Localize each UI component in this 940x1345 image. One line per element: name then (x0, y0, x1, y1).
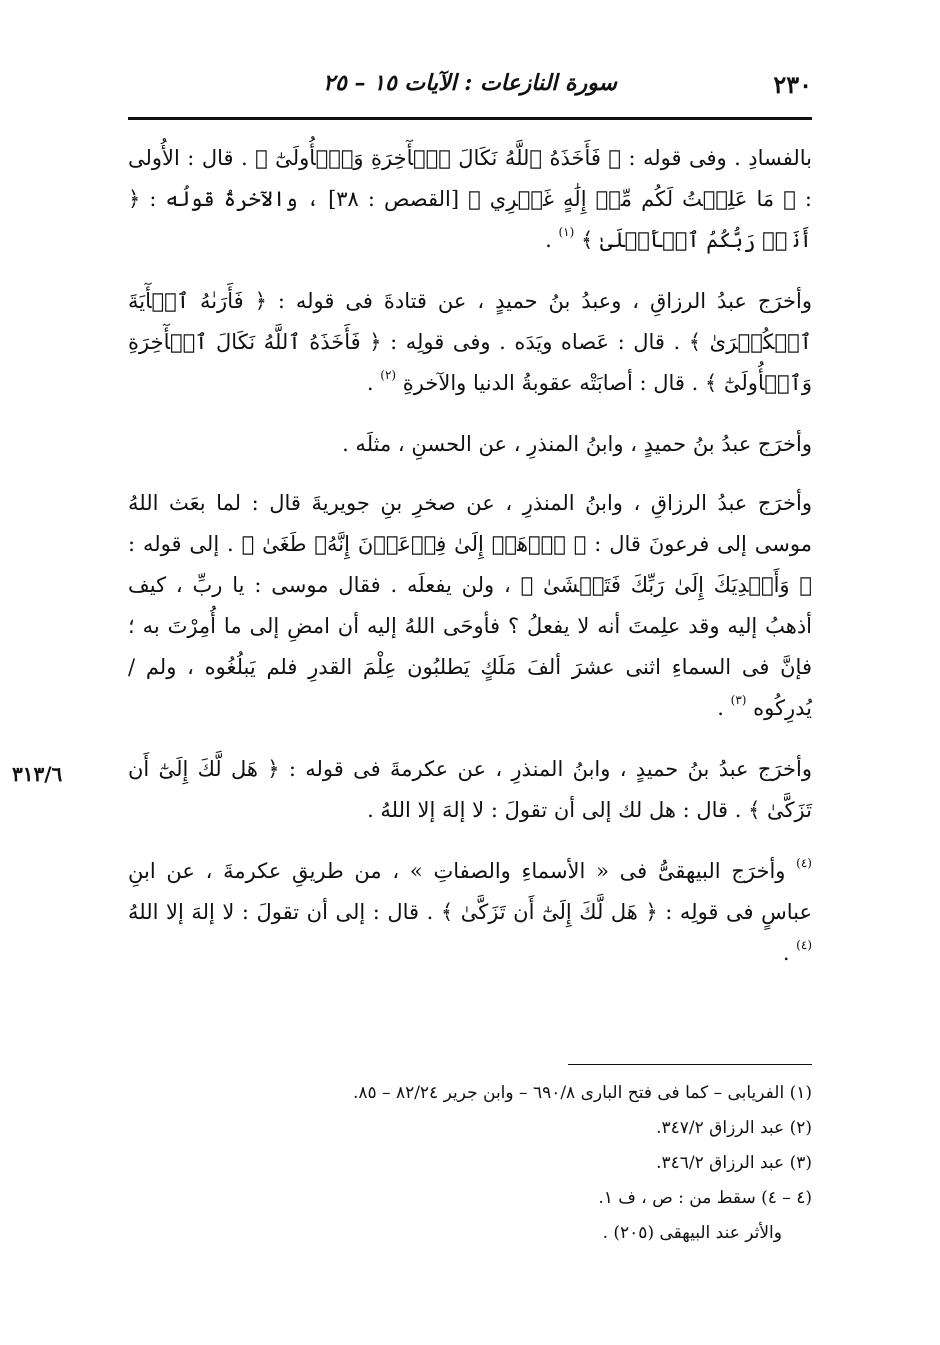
page-number: ٢٣٠ (773, 70, 812, 99)
footnote-marker-4-start: (٤) (796, 856, 812, 870)
footnote-marker-3: (٣) (730, 693, 747, 707)
paragraph-2-text: وأخرَج عبدُ الرزاقِ ، وعبدُ بنُ حميدٍ ، عن قتادةَ فى قوله : ﴿ فَأَرَىٰهُ ٱلۡأٓيَةَ ٱلۡكُبۡرَىٰ ﴾ . قال : عَصاه ويَدَه . وفى قولِه : ﴿ فَأَخَذَهُ ٱللَّهُ نَكَالَ ٱلۡأٓخِرَةِ وَٱلۡأُولَىٰٓ ﴾ . قال : أصابَتْه عقوبةُ الدنيا والآخرةِ (128, 289, 812, 395)
footnote-1: (١) الفريابى – كما فى فتح البارى ٦٩٠/٨ – وابن جرير ٨٢/٢٤ – ٨٥. (352, 1083, 812, 1103)
paragraph-3 (128, 424, 812, 465)
paragraph-2: وأخرَج عبدُ الرزاقِ ، وعبدُ بنُ حميدٍ ، عن قتادةَ فى قوله : ﴿ فَأَرَىٰهُ ٱلۡأٓيَةَ ٱلۡكُبۡرَىٰ ﴾ . قال : عَصاه ويَدَه . وفى قولِه : ﴿ فَأَخَذَهُ ٱللَّهُ نَكَالَ ٱلۡأٓخِرَةِ وَٱلۡأُولَىٰٓ ﴾ . قال : أصابَتْه عقوبةُ الدنيا والآخرةِ $^{(٢)}$ . (128, 289, 812, 395)
footnote-3: (٣) عبد الرزاق ٣٤٦/٢. (656, 1153, 812, 1173)
page-header (128, 62, 812, 106)
footnote-4-continuation: والأثر عند البيهقى (٢٠٥) . (602, 1223, 782, 1243)
header-rule (128, 117, 812, 120)
main-text (128, 138, 812, 994)
paragraph-1: بالفسادِ . وفى قوله : ﴿ فَأَخَذَهُ ٱللَّهُ نَكَالَ ٱلۡأٓخِرَةِ وَٱلۡأُولَىٰٓ ﴾ . قال : الأُولى : ﴿ مَا عَلِمۡتُ لَكُم مِّنۡ إِلَٰهٍ غَيۡرِي ﴾ [القصص : ٣٨] ، والآخرةُ قولُه : ﴿ أَنَا۠ رَبُّكُمُ ٱلۡأَعۡلَىٰ ﴾ $^{(١)}$ . (128, 146, 812, 252)
paragraph-6: $^{(٤)}$ وأخرَج البيهقىُّ فى « الأسماءِ والصفاتِ » ، من طريقِ عكرمةَ ، عن ابنِ عباسٍ فى قولِه : ﴿ هَل لَّكَ إِلَىٰٓ أَن تَزَكَّىٰ ﴾ . قال : إلى أن تقولَ : لا إلهَ إلا اللهُ $^{(٤)}$ . (128, 856, 812, 965)
footnote-marker-1: (١) (558, 225, 575, 239)
footnote-marker-2: (٢) (380, 368, 397, 382)
paragraph-5 (128, 749, 812, 831)
footnote-rule (568, 1064, 812, 1065)
margin-reference: ٣١٣/٦ (12, 762, 63, 786)
footnote-2: (٢) عبد الرزاق ٣٤٧/٢. (656, 1118, 812, 1138)
footnote-marker-4-end: (٤) (796, 938, 812, 952)
paragraph-4-text: وأخرَج عبدُ الرزاقِ ، وابنُ المنذرِ ، عن صخرِ بنِ جويريةَ قال : لما بعَث اللهُ موسى إلى فرعونَ قال : ﴿ ٱذۡهَبۡ إِلَىٰ فِرۡعَوۡنَ إِنَّهُۥ طَغَىٰ ﴾ . إلى قوله : ﴿ وَأَهۡدِيَكَ إِلَىٰ رَبِّكَ فَتَخۡشَىٰ ﴾ ، ولن يفعلَه . فقال موسى : يا ربِّ ، كيف أذهبُ إليه وقد علِمتَ أنه لا يفعلُ ؟ فأوحَى اللهُ إليه أن امضِ إلى ما أُمِرْتَ به ؛ فإنَّ فى السماءِ اثنى عشرَ ألفَ مَلَكٍ يَطلبُون عِلْمَ القدرِ فلم يَبلُغُوه ، ولم /يُدرِكُوه (128, 491, 812, 720)
paragraph-4: وأخرَج عبدُ الرزاقِ ، وابنُ المنذرِ ، عن صخرِ بنِ جويريةَ قال : لما بعَث اللهُ موسى إلى فرعونَ قال : ﴿ ٱذۡهَبۡ إِلَىٰ فِرۡعَوۡنَ إِنَّهُۥ طَغَىٰ ﴾ . إلى قوله : ﴿ وَأَهۡدِيَكَ إِلَىٰ رَبِّكَ فَتَخۡشَىٰ ﴾ ، ولن يفعلَه . فقال موسى : يا ربِّ ، كيف أذهبُ إليه وقد علِمتَ أنه لا يفعلُ ؟ فأوحَى اللهُ إليه أن امضِ إلى ما أُمِرْتَ به ؛ فإنَّ فى السماءِ اثنى عشرَ ألفَ مَلَكٍ يَطلبُون عِلْمَ القدرِ فلم يَبلُغُوه ، ولم /يُدرِكُوه $^{(٣)}$ . (128, 491, 812, 720)
paragraph-3-text: وأخرَج عبدُ بنُ حميدٍ ، وابنُ المنذرِ ، عن الحسنِ ، مثلَه . (342, 432, 812, 456)
paragraph-5-text: وأخرَج عبدُ بنُ حميدٍ ، وابنُ المنذرِ ، عن عكرمةَ فى قوله : ﴿ هَل لَّكَ إِلَىٰٓ أَن تَزَكَّىٰ ﴾ . قال : هل لك إلى أن تقولَ : لا إلهَ إلا اللهُ . (128, 757, 812, 822)
paragraph-6-text: وأخرَج البيهقىُّ فى « الأسماءِ والصفاتِ » ، من طريقِ عكرمةَ ، عن ابنِ عباسٍ فى قولِه : ﴿ هَل لَّكَ إِلَىٰٓ أَن تَزَكَّىٰ ﴾ . قال : إلى أن تقولَ : لا إلهَ إلا اللهُ (128, 859, 812, 924)
paragraph-1-text: بالفسادِ . وفى قوله : ﴿ فَأَخَذَهُ ٱللَّهُ نَكَالَ ٱلۡأٓخِرَةِ وَٱلۡأُولَىٰٓ ﴾ . قال : الأُولى : ﴿ مَا عَلِمۡتُ لَكُم مِّنۡ إِلَٰهٍ غَيۡرِي ﴾ [القصص : ٣٨] ، والآخرةُ قولُه : ﴿ أَنَا۠ رَبُّكُمُ ٱلۡأَعۡلَىٰ ﴾ (128, 146, 812, 252)
footnote-4: (٤ – ٤) سقط من : ص ، ف ١. (598, 1188, 812, 1208)
running-title: سورة النازعات : الآيات ١٥ – ٢٥ (323, 70, 617, 96)
footnotes (128, 1076, 812, 1251)
